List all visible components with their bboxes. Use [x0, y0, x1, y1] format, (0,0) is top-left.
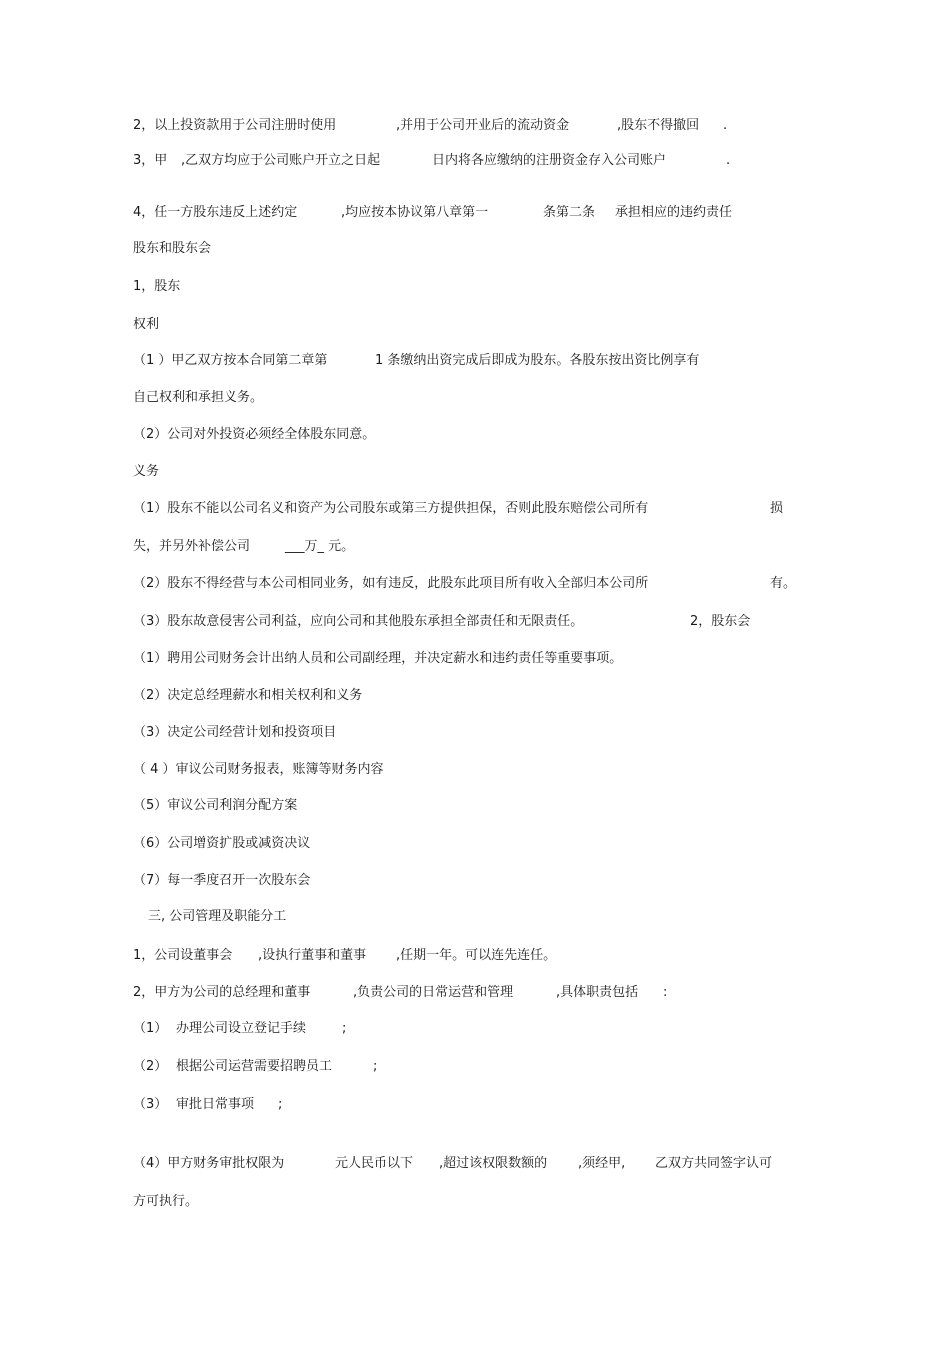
- text-segment: ;: [342, 1021, 347, 1036]
- text-segment: 1，公司设董事会: [133, 948, 233, 963]
- text-segment: （2）决定总经理薪水和相关权利和义务: [133, 688, 363, 703]
- text-segment: 权利: [133, 317, 160, 332]
- text-segment: ,具体职责包括: [556, 985, 639, 1000]
- text-segment: ,设执行董事和董事: [258, 948, 367, 963]
- text-segment: ,均应按本协议第八章第一: [341, 205, 489, 220]
- text-segment: （3）: [133, 1097, 168, 1112]
- text-segment: 2，甲方为公司的总经理和董事: [133, 985, 311, 1000]
- text-segment: ,须经甲,: [578, 1156, 626, 1171]
- text-segment: 4，任一方股东违反上述约定: [133, 205, 298, 220]
- text-segment: 方可执行。: [133, 1194, 199, 1209]
- text-segment: 乙双方共同签字认可: [655, 1156, 773, 1171]
- text-segment: 元人民币以下: [335, 1156, 414, 1171]
- text-segment: 条第二条: [543, 205, 596, 220]
- text-segment: 有。: [770, 576, 797, 591]
- text-segment: （1）聘用公司财务会计出纳人员和公司副经理，并决定薪水和违约责任等重要事项。: [133, 651, 623, 666]
- text-segment: 失，并另外补偿公司: [133, 539, 251, 554]
- text-segment: 损: [770, 501, 784, 516]
- text-segment: 义务: [133, 464, 160, 479]
- text-segment: （5）审议公司利润分配方案: [133, 798, 298, 813]
- text-segment: ,乙双方均应于公司账户开立之日起: [181, 153, 381, 168]
- text-segment: 日内将各应缴纳的注册资金存入公司账户: [432, 153, 667, 168]
- text-segment: 审批日常事项: [176, 1097, 255, 1112]
- text-segment: （ 4 ）审议公司财务报表，账簿等财务内容: [133, 762, 384, 777]
- text-segment: 2，股东会: [690, 614, 751, 629]
- text-segment: ;: [373, 1059, 378, 1074]
- text-segment: 2，以上投资款用于公司注册时使用: [133, 118, 337, 133]
- text-segment: （2）股东不得经营与本公司相同业务，如有违反，此股东此项目所有收入全部归本公司所: [133, 576, 649, 591]
- text-segment: （4）甲方财务审批权限为: [133, 1156, 285, 1171]
- text-segment: ,任期一年。可以连先连任。: [396, 948, 557, 963]
- text-segment: 承担相应的违约责任: [615, 205, 733, 220]
- text-segment: ,并用于公司开业后的流动资金: [396, 118, 570, 133]
- text-segment: （7）每一季度召开一次股东会: [133, 873, 311, 888]
- text-segment: 1，股东: [133, 279, 181, 294]
- text-segment: ,超过该权限数额的: [439, 1156, 548, 1171]
- text-segment: （2）公司对外投资必须经全体股东同意。: [133, 427, 376, 442]
- text-segment: 根据公司运营需要招聘员工: [176, 1059, 333, 1074]
- text-segment: ___万_ 元。: [285, 539, 355, 554]
- text-segment: 3，甲: [133, 153, 168, 168]
- text-segment: :: [663, 985, 668, 1000]
- text-segment: （3）决定公司经营计划和投资项目: [133, 725, 337, 740]
- text-segment: 自己权利和承担义务。: [133, 390, 264, 405]
- text-segment: （1）股东不能以公司名义和资产为公司股东或第三方提供担保，否则此股东赔偿公司所有: [133, 501, 649, 516]
- text-segment: （1 ）甲乙双方按本合同第二章第: [133, 353, 328, 368]
- text-segment: .: [723, 118, 728, 133]
- text-segment: 办理公司设立登记手续: [176, 1021, 307, 1036]
- text-segment: 三, 公司管理及职能分工: [148, 909, 287, 924]
- text-segment: （1）: [133, 1021, 168, 1036]
- text-segment: .: [726, 153, 731, 168]
- text-segment: （2）: [133, 1059, 168, 1074]
- text-segment: （3）股东故意侵害公司利益，应向公司和其他股东承担全部责任和无限责任。: [133, 614, 584, 629]
- text-segment: ,负责公司的日常运营和管理: [353, 985, 514, 1000]
- text-segment: ,股东不得撤回: [617, 118, 700, 133]
- text-segment: 1 条缴纳出资完成后即成为股东。各股东按出资比例享有: [375, 353, 700, 368]
- text-segment: （6）公司增资扩股或减资决议: [133, 836, 311, 851]
- text-segment: ;: [278, 1097, 283, 1112]
- text-segment: 股东和股东会: [133, 241, 212, 256]
